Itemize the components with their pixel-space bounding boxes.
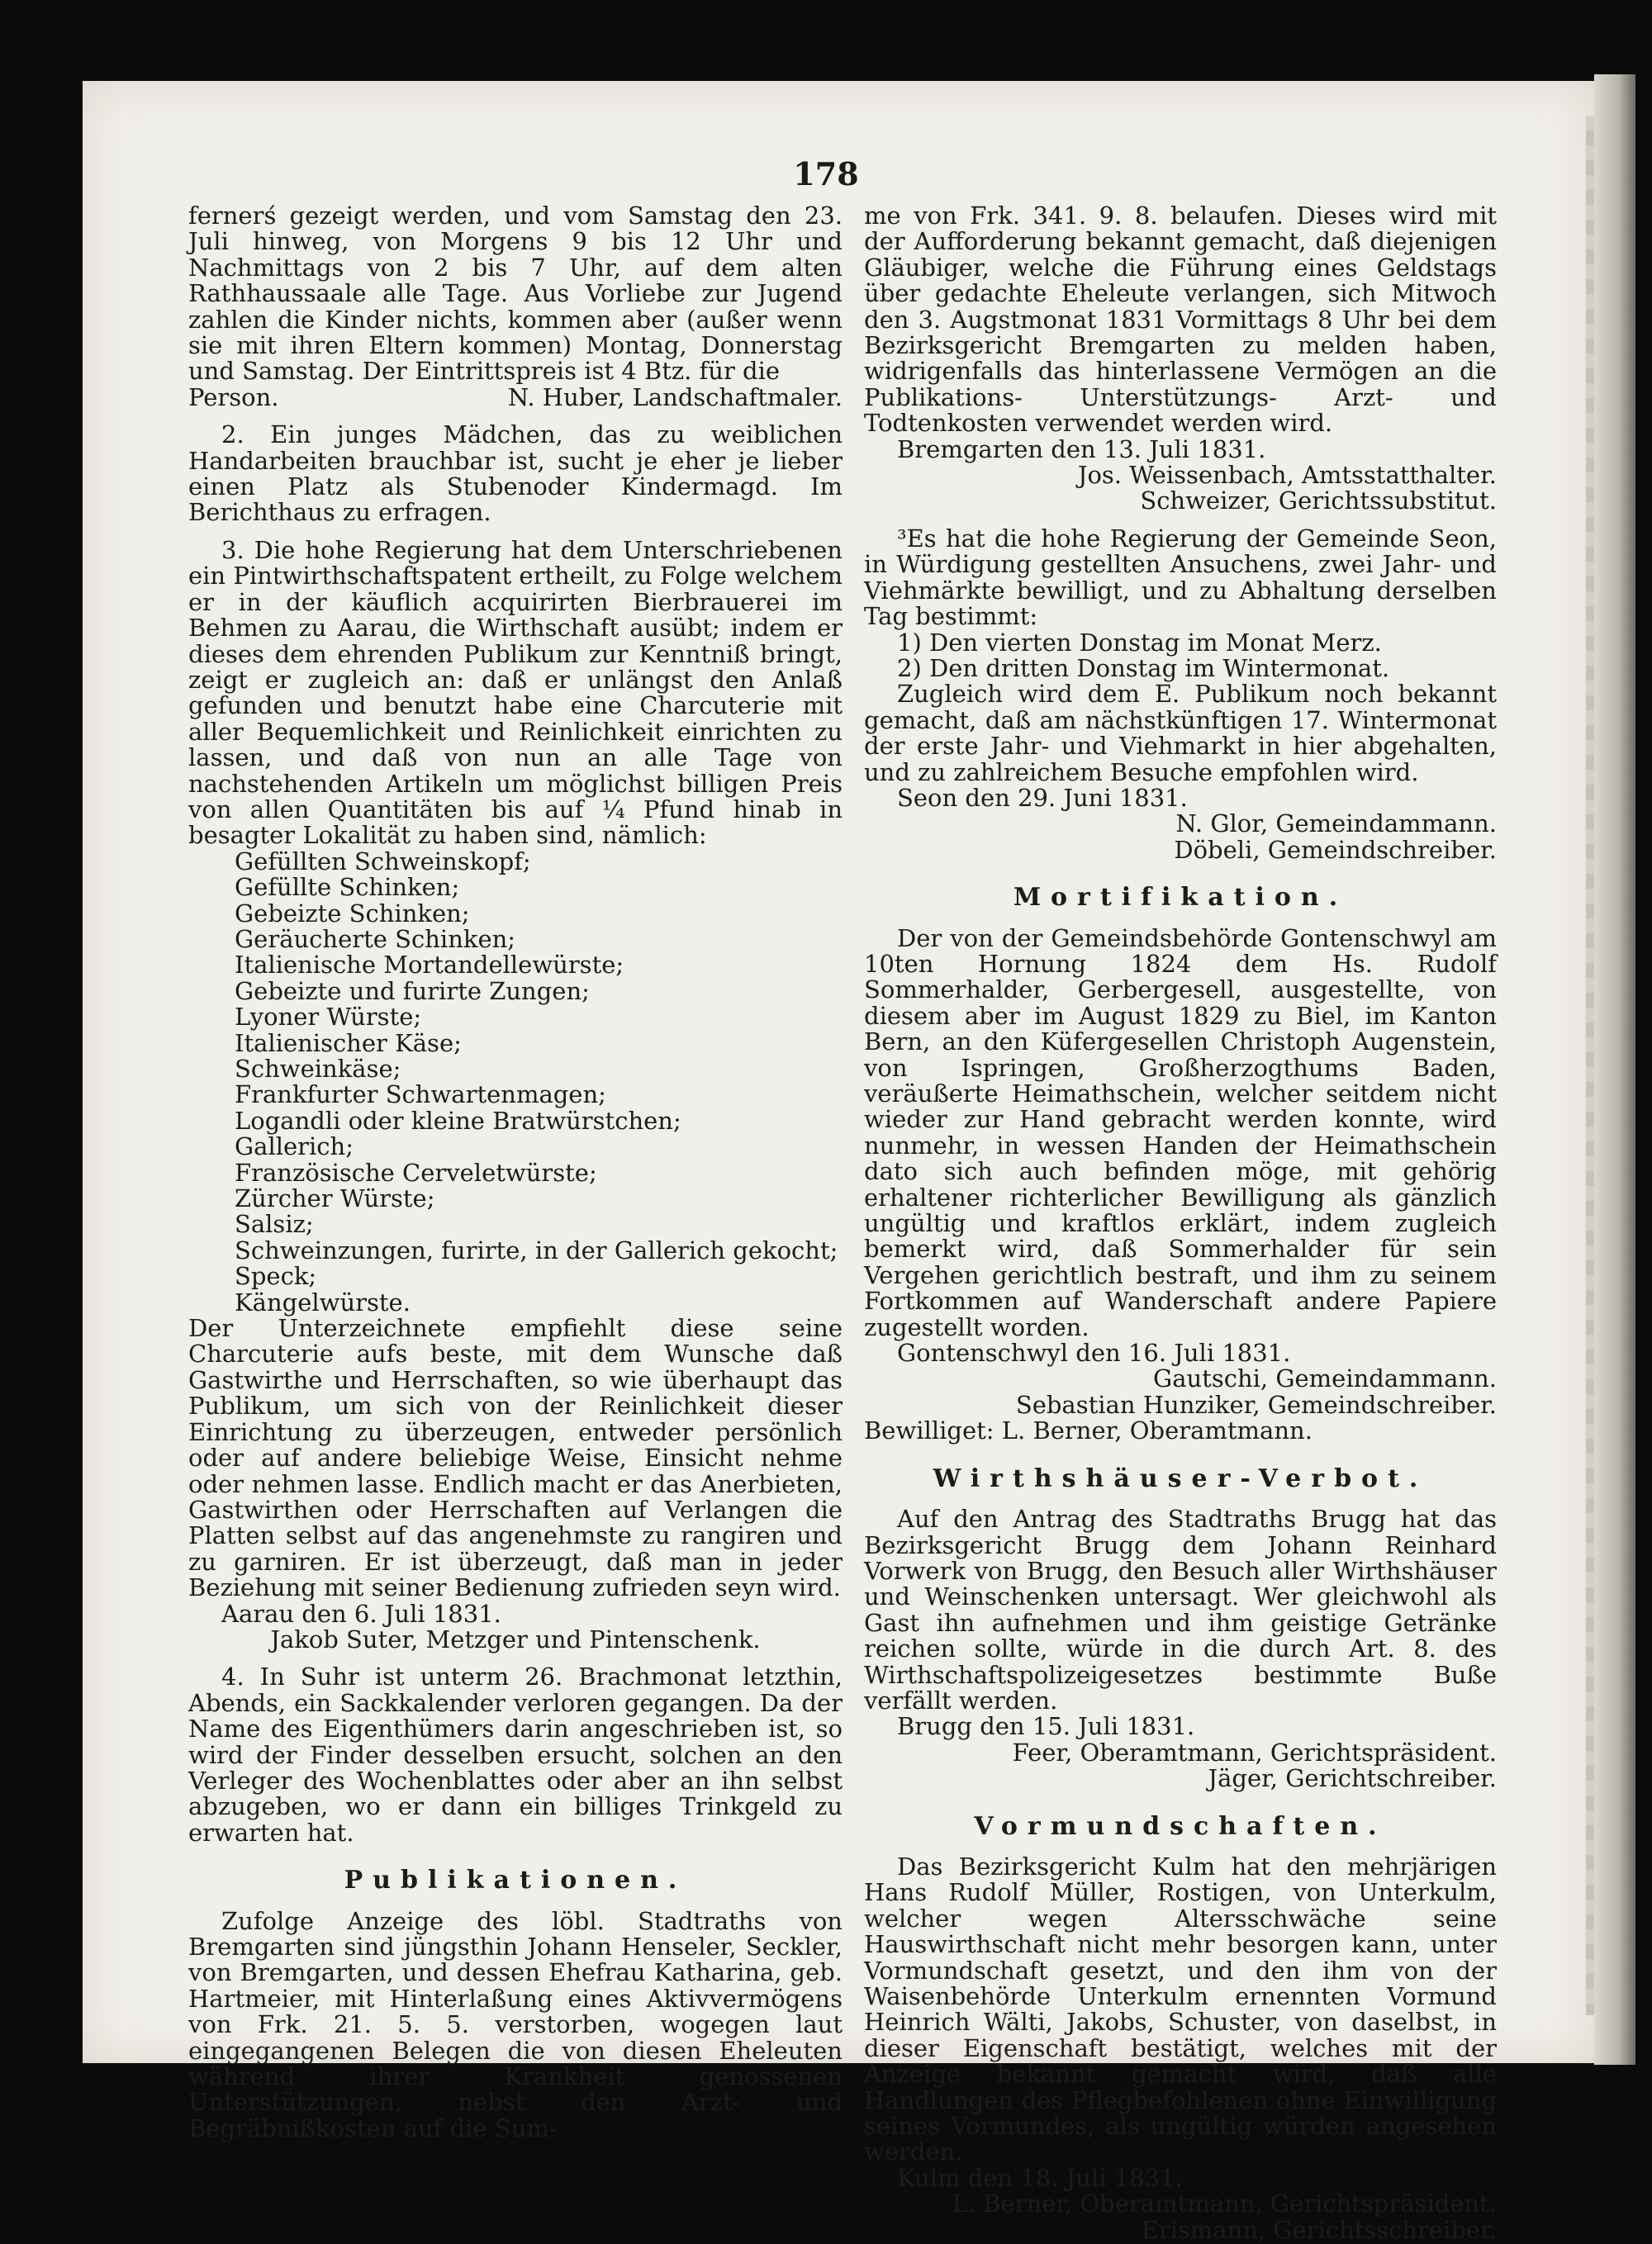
seon-signature-2: Döbeli, Gemeindschreiber.: [1174, 835, 1497, 864]
list-item: Geräucherte Schinken;: [235, 924, 516, 953]
mortification-notice: Der von der Gemeindsbehörde Gontenschwyl am 10ten Hornung 1824 dem Hs. Rudolf Sommerhalder, Gerbergesell, ausgestellte, von diesem aber im August 1829 zu Biel, im Kanton Bern, an den Küfergesellen Christoph Augenstein, von Ispringen, Großherzogthums Baden, veräußerte Heimathschein, welcher seitdem nicht wieder zur Hand gebracht werden konnte, wird nunmehr, in wessen Handen der Heimathschein dato sich auch befinden möge, mit gehörig erhaltener richterlicher Bewilligung als gänzlich ungültig und kraftlos erklärt, indem zugleich bemerkt wird, daß Sommerhalder für sein Vergehen gerichtlich bestraft, und ihm zu seinem Fortkommen auf Wanderschaft andere Papiere zugestellt worden.: [864, 923, 1497, 1341]
bremgarten-place-date: Bremgarten den 13. Juli 1831.: [897, 434, 1266, 463]
notice-2-maid: 2. Ein junges Mädchen, das zu weiblichen Handarbeiten brauchbar ist, sucht je eher je lieber einen Platz als Stubenoder Kindermagd. Im Berichthaus zu erfragen.: [188, 420, 843, 527]
bremgarten-signature-1: Jos. Weissenbach, Amtsstatthalter.: [1077, 461, 1497, 490]
list-item: Gebeizte Schinken;: [235, 899, 470, 927]
guardianship-notice: Das Bezirksgericht Kulm hat den mehrjärigen Hans Rudolf Müller, Rostigen, von Unterkulm, welcher wegen Altersschwäche seine Hauswirthschaft nicht mehr besorgen kann, unter Vormundschaft gesetzt, und den ihm von der Waisenbehörde Unterkulm ernennten Vormund Heinrich Wälti, Jakobs, Schuster, von daselbst, in dieser Eigenschaft bestätigt, welches mit der Anzeige bekannt gemacht wird, daß alle Handlungen des Pflegbefohlenen ohne Einwilligung seines Vormundes, als ungültig würden angesehen werden.: [864, 1852, 1497, 2166]
tavern-ban-signature-2: Jäger, Gerichtschreiber.: [1208, 1764, 1497, 1793]
list-item: Schweinzungen, furirte, in der Gallerich gekocht;: [235, 1236, 838, 1264]
page-number: 178: [793, 155, 859, 192]
heading-vormundschaften: Vormundschaften.: [974, 1811, 1387, 1841]
list-item: Speck;: [235, 1262, 317, 1291]
seon-place-date: Seon den 29. Juni 1831.: [897, 783, 1188, 812]
seon-market-date-2: 2) Den dritten Donstag im Wintermonat.: [897, 653, 1390, 682]
next-page-edge: [1594, 74, 1635, 2065]
mortification-place-date: Gontenschwyl den 16. Juli 1831.: [897, 1339, 1291, 1368]
heading-mortifikation: Mortifikation.: [1013, 883, 1348, 913]
mortification-signature-2: Sebastian Hunziker, Gemeindschreiber.: [1015, 1390, 1497, 1419]
charcuterie-recommendation: Der Unterzeichnete empfiehlt diese seine Charcuterie aufs beste, mit dem Wunsche daß Gastwirthe und Herrschaften, so wie überhaupt das Publikum, um sich von der Reinlichkeit dieser Einrichtung zu überzeugen, entweder persönlich oder auf andere beliebige Weise, Einsicht nehme oder nehmen lasse. Endlich macht er das Anerbieten, Gastwirthen oder Herrschaften auf Verlangen die Platten selbst auf das angenehmste zu rangiren und zu garniren. Er ist überzeugt, daß man in jeder Beziehung mit seiner Bedienung zufrieden seyn wird.: [188, 1314, 843, 1602]
list-item: Lyoner Würste;: [235, 1003, 422, 1032]
mortification-approval: Bewilliget: L. Berner, Oberamtmann.: [864, 1416, 1313, 1445]
tavern-ban-notice: Auf den Antrag des Stadtraths Brugg hat das Bezirksgericht Brugg dem Johann Reinhard Vorwerk von Brugg, den Besuch aller Wirthshäuser und Weinschenken untersagt. Wer gleichwohl als Gast ihn aufnehmen und ihm geistige Getränke reichen sollte, würde in die durch Art. 8. des Wirthschaftspolizeigesetzes bestimmte Buße verfällt werden.: [864, 1505, 1497, 1715]
seon-signature-1: N. Glor, Gemeindammann.: [1175, 809, 1497, 838]
list-item: Italienischer Käse;: [235, 1028, 462, 1057]
right-column: [864, 203, 1497, 2243]
exhibition-notice: fernerś gezeigt werden, und vom Samstag den 23. Juli hinweg, von Morgens 9 bis 12 Uhr und Nachmittags von 2 bis 7 Uhr, auf dem alten Rathhaussaale alle Tage. Aus Vorliebe zur Jugend zahlen die Kinder nichts, kommen aber (außer wenn sie mit ihren Eltern kommen) Montag, Donnerstag und Samstag. Der Eintrittspreis ist 4 Btz. für die: [188, 202, 843, 386]
charcuterie-signature: Jakob Suter, Metzger und Pintenschenk.: [270, 1625, 761, 1653]
bremgarten-signature-2: Schweizer, Gerichtssubstitut.: [1140, 486, 1497, 515]
exhibition-last-word: Person.: [188, 382, 279, 411]
list-item: Gallerich;: [235, 1132, 354, 1161]
list-item: Logandli oder kleine Bratwürstchen;: [235, 1106, 681, 1135]
exhibition-signature-row: [188, 382, 843, 411]
publication-bremgarten-continued: me von Frk. 341. 9. 8. belaufen. Dieses wird mit der Aufforderung bekannt gemacht, daß diejenigen Gläubiger, welche die Führung eines Geldstags über gedachte Eheleute verlangen, sich Mitwoch den 3. Augstmonat 1831 Vormittags 8 Uhr bei dem Bezirksgericht Bremgarten zu melden haben, widrigenfalls das hinterlassene Vermögen an die Publikations- Unterstützungs- Arzt- und Todtenkosten verwendet werden wird.: [864, 202, 1497, 438]
list-item: Salsiz;: [235, 1210, 314, 1239]
tavern-ban-signature-1: Feer, Oberamtmann, Gerichtspräsident.: [1012, 1738, 1497, 1767]
list-item: Schweinkäse;: [235, 1055, 401, 1083]
heading-wirthshaeuser-verbot: Wirthshäuser-Verbot.: [933, 1464, 1428, 1493]
guardianship-place-date: Kulm den 18. Juli 1831.: [897, 2163, 1183, 2192]
notice-4-lost-calendar: 4. In Suhr ist unterm 26. Brachmonat letzthin, Abends, ein Sackkalender verloren gegangen. Da der Name des Eigenthümers darin angeschrieben ist, so wird der Finder desselben ersucht, solchen an den Verleger des Wochenblattes oder aber an ihn selbst abzugeben, wo er dann ein billiges Trinkgeld zu erwarten hat.: [188, 1663, 843, 1847]
mortification-signature-1: Gautschi, Gemeindammann.: [1153, 1364, 1497, 1393]
seon-markets-additional: Zugleich wird dem E. Publikum noch bekannt gemacht, daß am nächstkünftigen 17. Wintermonat der erste Jahr- und Viehmarkt in hier abgehalten, und zu zahlreichem Besuche empfohlen wird.: [864, 680, 1497, 786]
seon-markets-notice: ³Es hat die hohe Regierung der Gemeinde Seon, in Würdigung gestellten Ansuchens, zwei Jahr- und Viehmärkte bewilligt, und zu Abhaltung derselben Tag bestimmt:: [864, 524, 1497, 631]
list-item: Kängelwürste.: [235, 1288, 411, 1317]
list-item: Italienische Mortandellewürste;: [235, 951, 624, 980]
guardianship-signature-1: L. Berner, Oberamtmann, Gerichtspräsident.: [952, 2189, 1497, 2218]
charcuterie-place-date: Aarau den 6. Juli 1831.: [221, 1599, 501, 1628]
list-item: Gefüllte Schinken;: [235, 873, 460, 902]
tavern-ban-place-date: Brugg den 15. Juli 1831.: [897, 1712, 1195, 1741]
list-item: Gebeizte und furirte Zungen;: [235, 976, 590, 1005]
publication-bremgarten: Zufolge Anzeige des löbl. Stadtraths von Bremgarten sind jüngsthin Johann Henseler, Seckler, von Bremgarten, und dessen Ehefrau Katharina, geb. Hartmeier, mit Hinterlaßung eines Aktivvermögens von Frk. 21. 5. 5. verstorben, wogegen laut eingegangenen Belegen die von diesen Eheleuten während ihrer Krankheit genossenen Unterstützungen, nebst den Arzt- und Begräbnißkosten auf die Sum-: [188, 1906, 843, 2142]
guardianship-signature-2: Erismann, Gerichtsschreiber.: [1141, 2215, 1497, 2244]
notice-3-charcuterie: 3. Die hohe Regierung hat dem Unterschriebenen ein Pintwirthschaftspatent ertheilt, zu Folge welchem er in der käuflich acquirirten Bierbrauerei im Behmen zu Aarau, die Wirthschaft ausübt; indem er dieses dem ehrenden Publikum zur Kenntniß bringt, zeigt er zugleich an: daß er unlängst den Anlaß gefunden und benutzt habe eine Charcuterie mit aller Bequemlichkeit und Reinlichkeit einrichten zu lassen, und daß von nun an alle Tage von nachstehenden Artikeln um möglichst billigen Preis von allen Quantitäten bis auf ¼ Pfund hinab in besagter Lokalität zu haben sind, nämlich:: [188, 535, 843, 850]
exhibition-signature: N. Huber, Landschaftmaler.: [507, 382, 843, 411]
charcuterie-item-list: [188, 849, 843, 1316]
list-item: Frankfurter Schwartenmagen;: [235, 1080, 606, 1109]
left-column: [188, 203, 843, 2142]
list-item: Gefüllten Schweinskopf;: [235, 847, 531, 875]
heading-publikationen: Publikationen.: [344, 1866, 687, 1895]
list-item: Französische Cerveletwürste;: [235, 1158, 597, 1187]
seon-market-date-1: 1) Den vierten Donstag im Monat Merz.: [897, 628, 1382, 657]
list-item: Zürcher Würste;: [235, 1184, 435, 1213]
